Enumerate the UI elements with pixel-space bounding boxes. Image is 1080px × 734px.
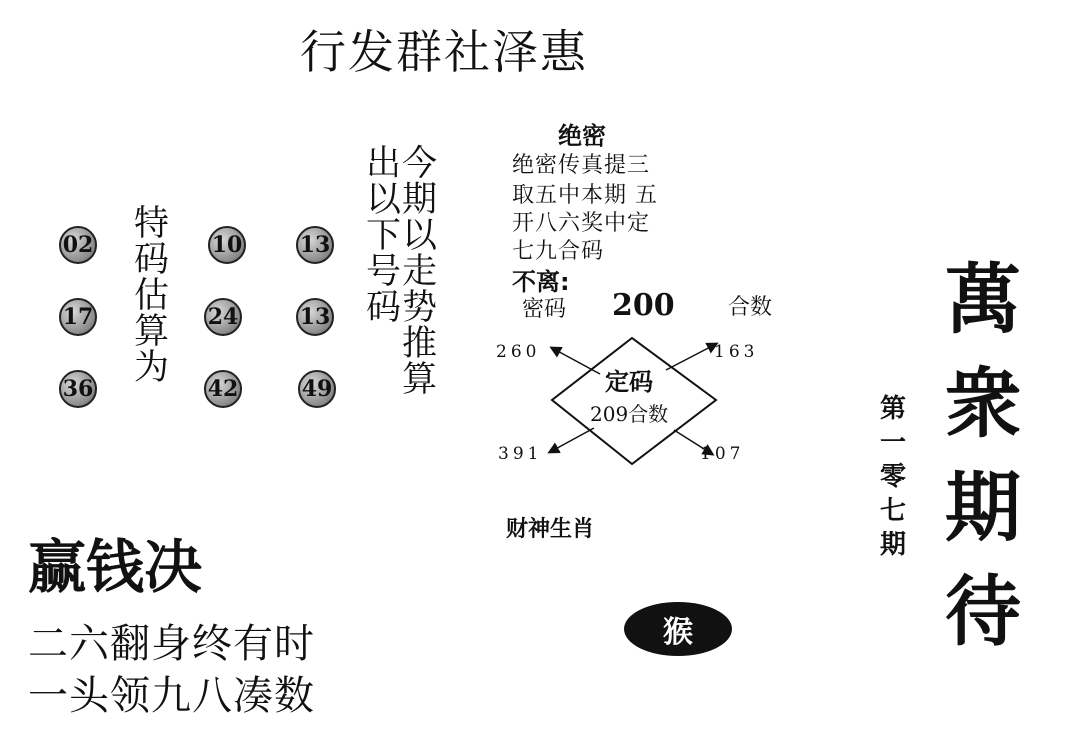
number-ball: 24 bbox=[204, 298, 242, 336]
dingma-sub bbox=[590, 398, 668, 427]
poem-line: 二六翻身终有时 bbox=[28, 621, 315, 667]
number-ball: 10 bbox=[208, 226, 246, 264]
this-period-column-right: 今 期 以 走 势 推 算 bbox=[402, 144, 438, 400]
secret-line: 开八六奖中定 bbox=[512, 211, 651, 236]
arrow-top-right bbox=[666, 344, 716, 370]
diamond-top-right-value: 163 bbox=[714, 342, 759, 362]
diamond-top-left-value: 260 bbox=[496, 342, 541, 362]
number-ball: 49 bbox=[298, 370, 336, 408]
buli-heading: 不离: bbox=[512, 268, 570, 296]
secret-heading: 绝密 bbox=[558, 122, 606, 150]
number-ball: 13 bbox=[296, 226, 334, 264]
number-ball: 13 bbox=[296, 298, 334, 336]
god-of-wealth-label: 财神生肖 bbox=[506, 517, 595, 542]
secret-line: 七九合码 bbox=[512, 239, 605, 264]
poem-line: 一头领九八凑数 bbox=[28, 673, 315, 719]
arrow-bottom-left bbox=[550, 428, 594, 452]
mima-label: 密码 bbox=[522, 297, 567, 322]
number-ball: 17 bbox=[59, 298, 97, 336]
number-ball: 42 bbox=[204, 370, 242, 408]
dingma-label: 定码 bbox=[605, 368, 653, 396]
number-ball: 36 bbox=[59, 370, 97, 408]
page-title: 行发群社泽惠 bbox=[300, 25, 588, 79]
zodiac-badge: 猴 bbox=[624, 602, 732, 656]
diamond-bottom-right-value: 107 bbox=[700, 444, 745, 464]
mima-suffix: 合数 bbox=[728, 295, 773, 320]
diamond-bottom-left-value: 391 bbox=[498, 444, 543, 464]
slogan: 萬 衆 期 待 bbox=[945, 255, 1021, 656]
arrow-top-left bbox=[552, 348, 600, 374]
secret-line: 取五中本期 五 bbox=[512, 183, 658, 208]
this-period-column-left: 出 以 下 号 码 bbox=[366, 144, 402, 328]
number-ball: 02 bbox=[59, 226, 97, 264]
special-code-label: 特 码 估 算 为 bbox=[134, 204, 170, 388]
dingma-sub-suffix: 合数 bbox=[628, 402, 669, 426]
dingma-sub-value: 209 bbox=[590, 402, 629, 426]
mima-value: 200 bbox=[612, 288, 675, 323]
secret-line: 绝密传真提三 bbox=[512, 153, 651, 178]
issue-number: 第 一 零 七 期 bbox=[879, 394, 906, 560]
win-money-title: 赢钱决 bbox=[28, 533, 203, 601]
